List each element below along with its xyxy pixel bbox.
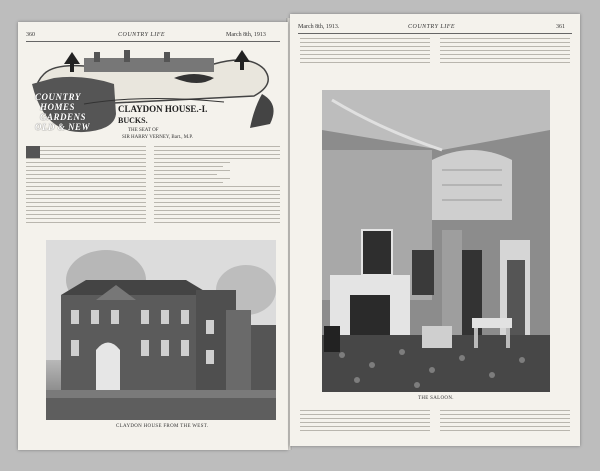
masthead-gardens: GARDENS <box>40 112 87 122</box>
left-date: March 8th, 1913 <box>226 32 266 38</box>
claydon-house-photo <box>46 240 276 420</box>
right-page <box>290 14 580 446</box>
right-running-title: COUNTRY LIFE <box>408 24 456 30</box>
right-text-column-2 <box>440 38 570 66</box>
left-text-column-1 <box>26 146 146 226</box>
left-page <box>18 22 288 450</box>
right-text-column-3 <box>300 410 430 434</box>
owner-name: SIR HARRY VERNEY, Bart., M.P. <box>122 135 193 140</box>
saloon-photo <box>322 90 550 392</box>
masthead-country: COUNTRY <box>35 92 81 102</box>
drop-cap <box>26 146 40 158</box>
left-page-number: 360 <box>26 32 35 38</box>
right-text-column-1 <box>300 38 430 66</box>
header-rule <box>26 41 280 42</box>
right-text-column-4 <box>440 410 570 434</box>
article-county: BUCKS. <box>118 116 148 125</box>
left-photo-caption: CLAYDON HOUSE FROM THE WEST. <box>116 424 209 429</box>
left-running-title: COUNTRY LIFE <box>118 32 166 38</box>
seat-of-label: THE SEAT OF <box>128 128 159 133</box>
right-date: March 8th, 1913. <box>298 24 340 30</box>
masthead-homes: HOMES <box>40 102 76 112</box>
article-title: CLAYDON HOUSE.-I. <box>118 104 208 114</box>
right-photo-caption: THE SALOON. <box>418 396 454 401</box>
masthead-old-new: OLD & NEW <box>35 122 91 132</box>
left-text-column-2 <box>154 146 280 226</box>
header-rule <box>298 33 572 34</box>
right-page-number: 361 <box>556 24 565 30</box>
